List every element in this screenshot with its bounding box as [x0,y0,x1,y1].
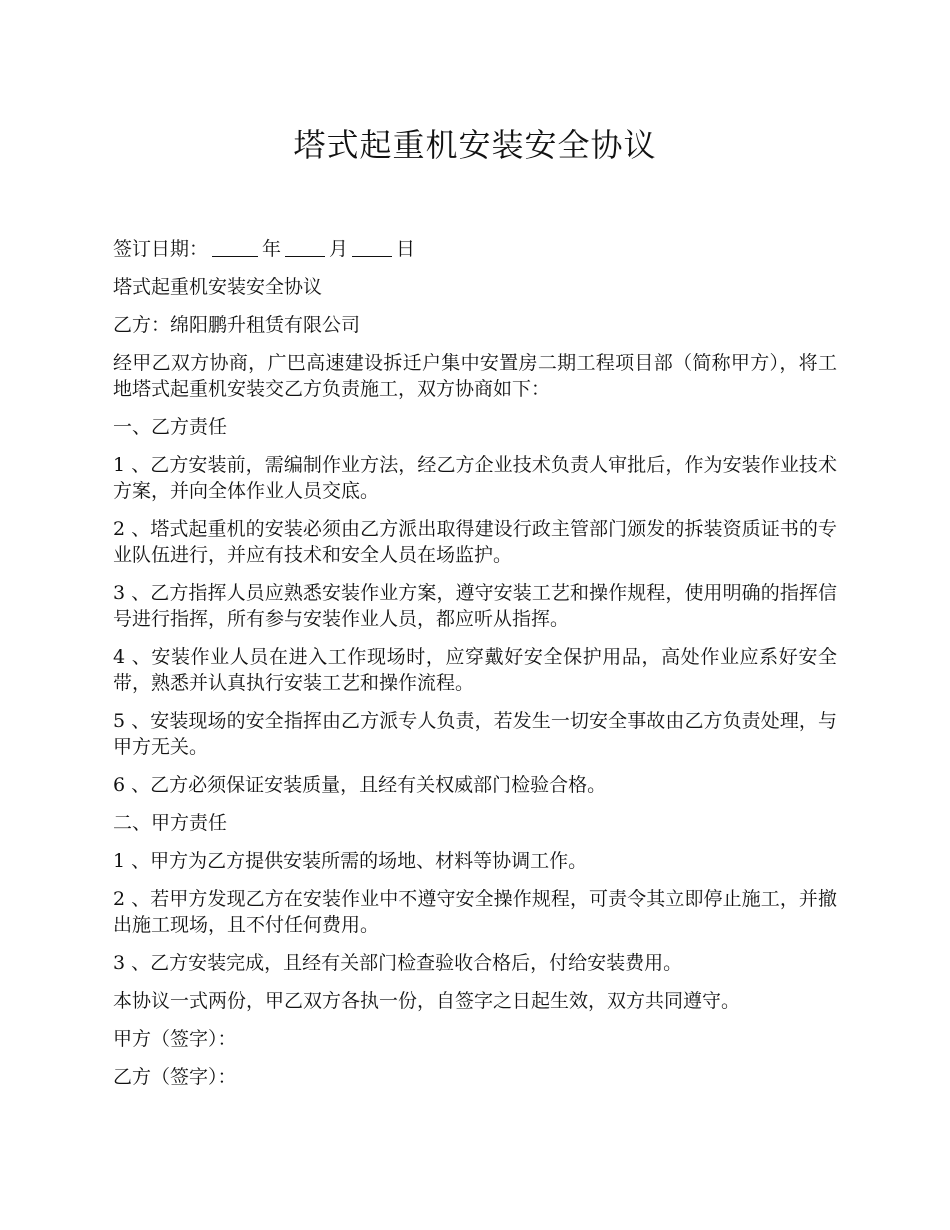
section1-item: 1 、乙方安装前，需编制作业方法，经乙方企业技术负责人审批后，作为安装作业技术方案，并向全体作业人员交底。 [113,454,837,502]
document-subtitle: 塔式起重机安装安全协议 [113,276,323,298]
closing-paragraph: 本协议一式两份，甲乙双方各执一份，自签字之日起生效，双方共同遵守。 [113,990,741,1012]
day-label: 日 [396,238,416,260]
section1-item: 4 、安装作业人员在进入工作现场时，应穿戴好安全保护用品，高处作业应系好安全带，熟悉并认真执行安装工艺和操作流程。 [113,646,837,694]
month-blank [285,236,325,257]
signing-date-line [113,236,837,262]
section1-item: 3 、乙方指挥人员应熟悉安装作业方案，遵守安装工艺和操作规程，使用明确的指挥信号进行指挥，所有参与安装作业人员，都应听从指挥。 [113,582,837,630]
day-blank [352,236,392,257]
document-title: 塔式起重机安装安全协议 [293,126,657,164]
party-b-signature-line: 乙方（签字）： [113,1066,237,1088]
section1-item: 5 、安装现场的安全指挥由乙方派专人负责，若发生一切安全事故由乙方负责处理，与甲方无关。 [113,710,837,758]
party-a-signature-line: 甲方（签字）： [113,1028,237,1050]
party-b-line: 乙方：绵阳鹏升租赁有限公司 [113,314,361,336]
month-label: 月 [329,238,349,260]
date-label: 签订日期： [113,238,209,260]
section2-item: 2 、若甲方发现乙方在安装作业中不遵守安全操作规程，可责令其立即停止施工，并撤出施工现场，且不付任何费用。 [113,888,837,936]
document-body [113,236,837,1102]
section2-heading: 二、甲方责任 [113,812,228,834]
section2-item: 1 、甲方为乙方提供安装所需的场地、材料等协调工作。 [113,850,588,872]
section1-item: 2 、塔式起重机的安装必须由乙方派出取得建设行政主管部门颁发的拆装资质证书的专业队伍进行，并应有技术和安全人员在场监护。 [113,518,837,566]
year-label: 年 [262,238,282,260]
section2-item: 3 、乙方安装完成，且经有关部门检查验收合格后，付给安装费用。 [113,952,683,974]
intro-paragraph: 经甲乙双方协商，广巴高速建设拆迁户集中安置房二期工程项目部（简称甲方），将工地塔式起重机安装交乙方负责施工，双方协商如下： [113,352,837,400]
year-blank [212,236,258,257]
section1-item: 6 、乙方必须保证安装质量，且经有关权威部门检验合格。 [113,774,607,796]
section1-heading: 一、乙方责任 [113,416,228,438]
